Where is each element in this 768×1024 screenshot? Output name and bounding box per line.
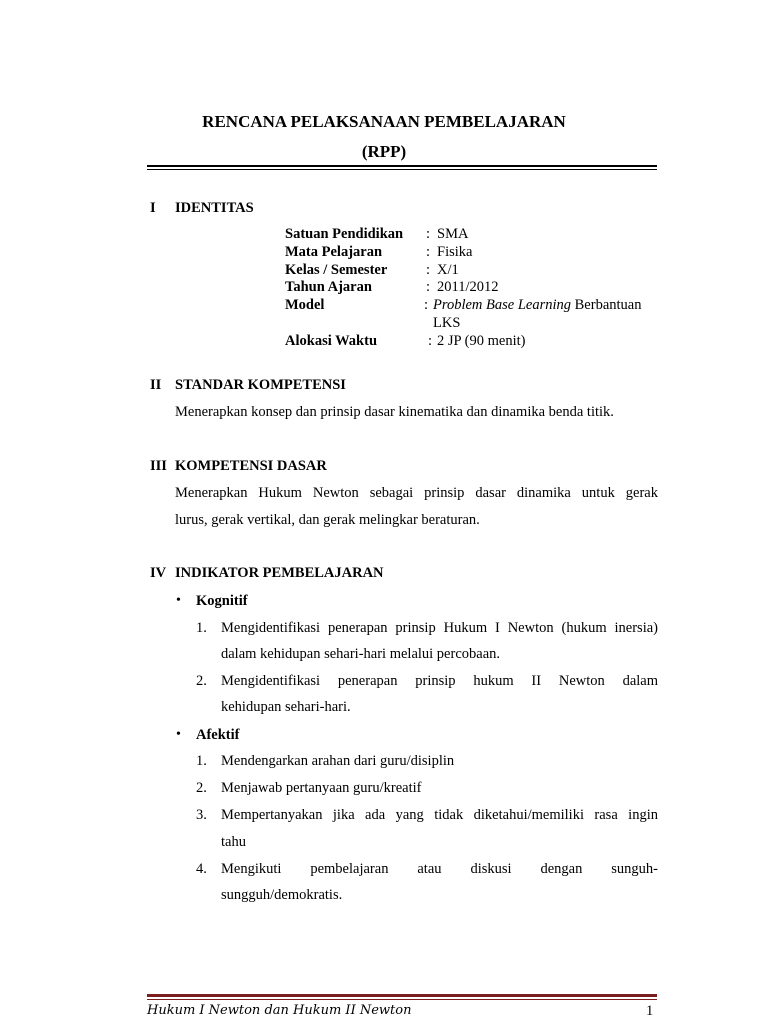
- section-number-kd: III: [150, 458, 167, 474]
- section-number-indikator: IV: [150, 565, 167, 581]
- list-item-cont: tahu: [221, 834, 246, 850]
- section-number-sk: II: [150, 377, 162, 393]
- list-item: Mengidentifikasi penerapan prinsip hukum II Newton dalam: [221, 673, 658, 689]
- list-item: Mengidentifikasi penerapan prinsip Hukum I Newton (hukum inersia): [221, 620, 658, 636]
- identitas-label: Satuan Pendidikan: [285, 226, 404, 242]
- footer-title: Hukum I Newton dan Hukum II Newton: [147, 1003, 412, 1018]
- kd-text-line: lurus, gerak vertikal, dan gerak melingkar beraturan.: [175, 512, 480, 528]
- bullet-icon: •: [176, 727, 181, 742]
- afektif-label: Afektif: [196, 727, 240, 743]
- identitas-label: Kelas / Semester: [285, 262, 388, 278]
- identitas-sep: :: [428, 333, 433, 349]
- list-item: Mempertanyakan jika ada yang tidak diketahui/memiliki rasa ingin: [221, 807, 658, 823]
- identitas-value: SMA: [437, 226, 469, 242]
- footer-rule-thick: [147, 994, 657, 997]
- title-rule-top: [147, 165, 657, 167]
- document-title: RENCANA PELAKSANAAN PEMBELAJARAN: [202, 112, 566, 131]
- list-number: 3.: [196, 807, 207, 823]
- identitas-value-cont: LKS: [433, 315, 461, 331]
- identitas-sep: :: [424, 297, 429, 313]
- list-item: Mengikuti pembelajaran atau diskusi dengan sunguh-: [221, 861, 658, 877]
- section-number-identitas: I: [150, 200, 156, 216]
- list-number: 1.: [196, 753, 207, 769]
- model-italic: Problem Base Learning: [433, 297, 572, 313]
- list-item-cont: dalam kehidupan sehari-hari melalui percobaan.: [221, 646, 501, 662]
- title-rule-bottom: [147, 169, 657, 170]
- identitas-value: Fisika: [437, 244, 473, 260]
- list-item: Menjawab pertanyaan guru/kreatif: [221, 780, 422, 796]
- list-number: 2.: [196, 780, 207, 796]
- section-heading-indikator: INDIKATOR PEMBELAJARAN: [175, 565, 384, 581]
- identitas-sep: :: [426, 226, 431, 242]
- identitas-sep: :: [426, 262, 431, 278]
- identitas-label: Mata Pelajaran: [285, 244, 383, 260]
- document-subtitle: (RPP): [361, 142, 407, 161]
- model-rest: Berbantuan: [571, 297, 642, 313]
- identitas-label: Model: [285, 297, 325, 313]
- identitas-label: Alokasi Waktu: [285, 333, 378, 349]
- identitas-label: Tahun Ajaran: [285, 279, 372, 295]
- footer-rule-thin: [147, 999, 657, 1000]
- list-item: Mendengarkan arahan dari guru/disiplin: [221, 753, 455, 769]
- identitas-value: 2 JP (90 menit): [437, 333, 526, 349]
- list-item-cont: sungguh/demokratis.: [221, 887, 343, 903]
- identitas-value: 2011/2012: [437, 279, 499, 295]
- identitas-value: X/1: [437, 262, 459, 278]
- section-heading-identitas: IDENTITAS: [175, 200, 254, 216]
- page-number: 1: [646, 1003, 654, 1019]
- section-heading-kd: KOMPETENSI DASAR: [175, 458, 327, 474]
- kognitif-label: Kognitif: [196, 593, 248, 609]
- list-number: 2.: [196, 673, 207, 689]
- list-number: 4.: [196, 861, 207, 877]
- sk-text: Menerapkan konsep dan prinsip dasar kinematika dan dinamika benda titik.: [175, 404, 614, 420]
- identitas-sep: :: [426, 244, 431, 260]
- kd-text-line: Menerapkan Hukum Newton sebagai prinsip dasar dinamika untuk gerak: [175, 485, 658, 501]
- identitas-value: [433, 297, 641, 314]
- identitas-sep: :: [426, 279, 431, 295]
- section-heading-sk: STANDAR KOMPETENSI: [175, 377, 346, 393]
- list-item-cont: kehidupan sehari-hari.: [221, 699, 351, 715]
- list-number: 1.: [196, 620, 207, 636]
- bullet-icon: •: [176, 593, 181, 608]
